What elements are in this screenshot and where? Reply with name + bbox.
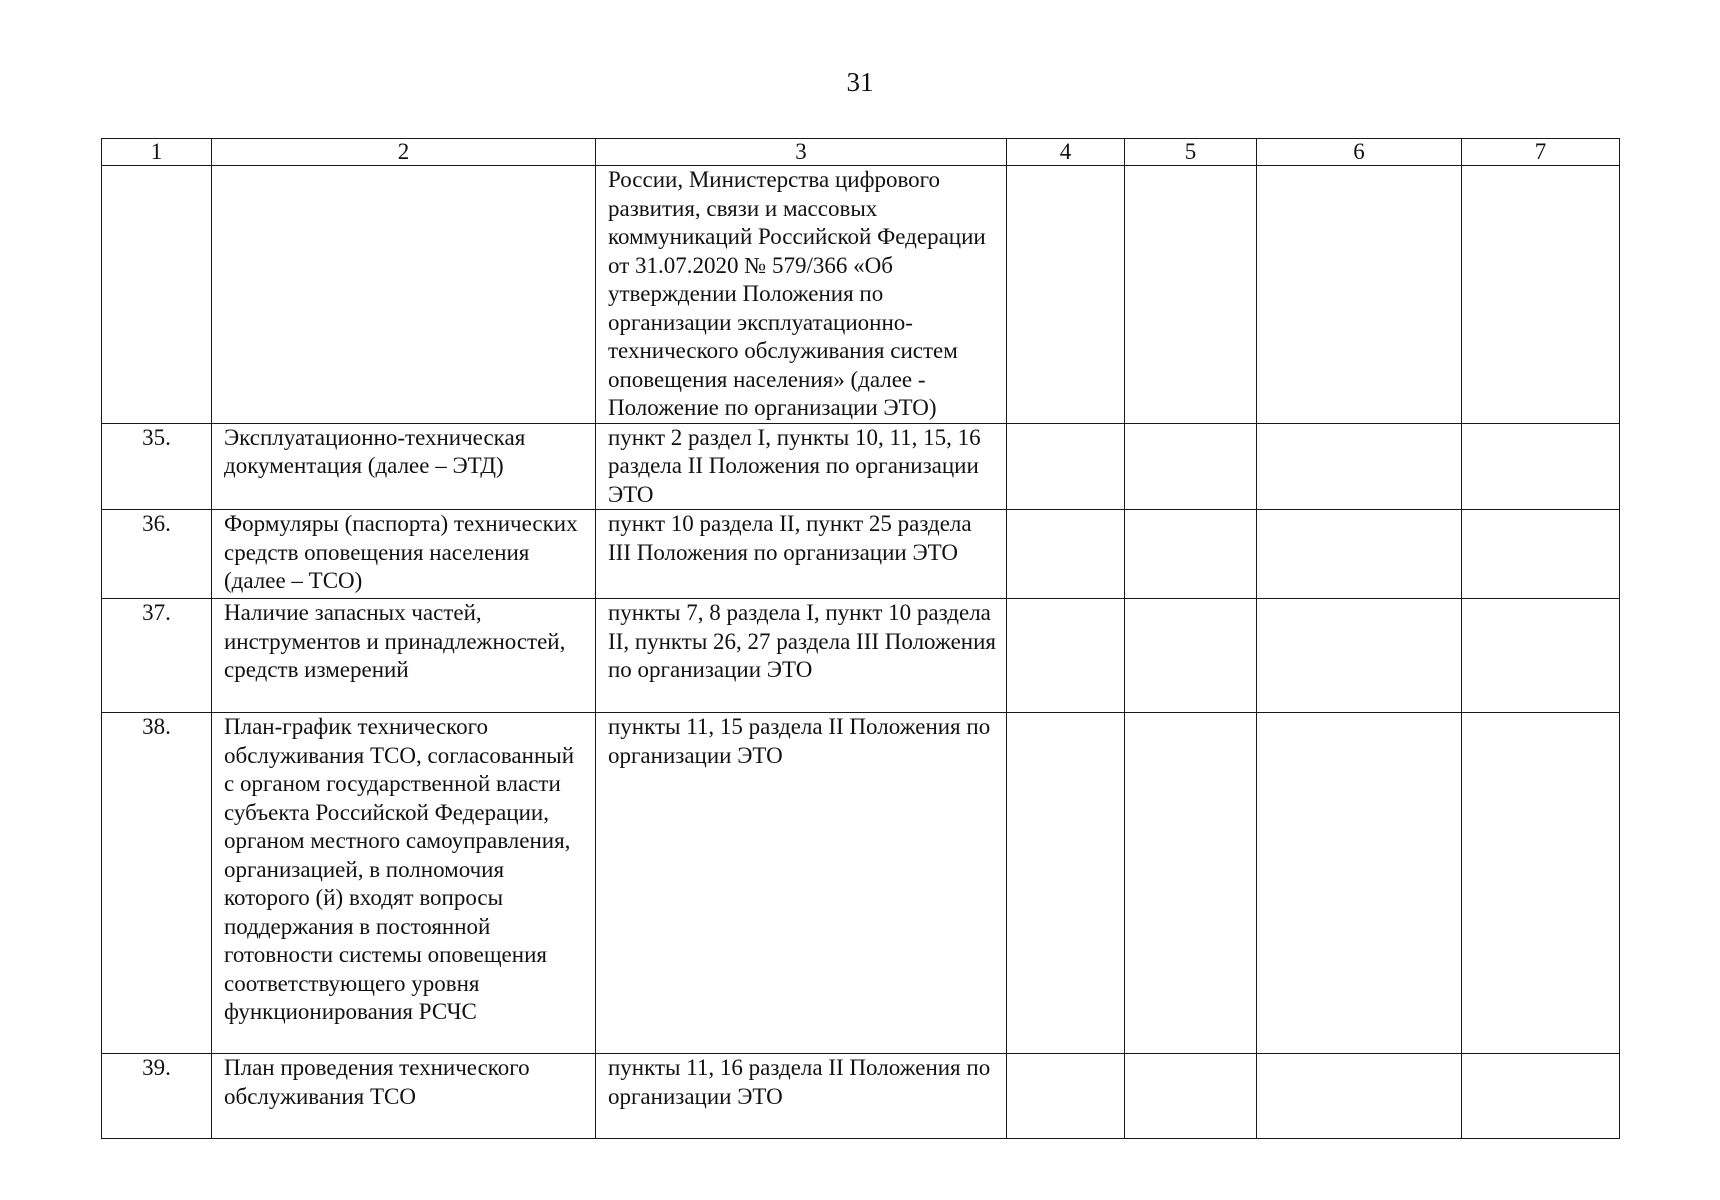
empty-cell xyxy=(1007,1054,1125,1139)
row-number: 35. xyxy=(102,423,212,510)
column-header-1: 1 xyxy=(102,139,212,166)
page-number: 31 xyxy=(846,67,874,97)
basis-cell: пункты 7, 8 раздела I, пункт 10 раздела II, пункты 26, 27 раздела III Положения по организации ЭТО xyxy=(596,599,1007,713)
empty-cell xyxy=(1125,713,1257,1054)
empty-cell xyxy=(1125,1054,1257,1139)
table-row xyxy=(102,1054,1620,1139)
column-header-3: 3 xyxy=(596,139,1007,166)
column-header-4: 4 xyxy=(1007,139,1125,166)
empty-cell xyxy=(1257,166,1462,424)
empty-cell xyxy=(1125,599,1257,713)
empty-cell xyxy=(1462,423,1620,510)
item-cell: Эксплуатационно-техническая документация (далее – ЭТД) xyxy=(212,423,596,510)
basis-cell: пункты 11, 16 раздела II Положения по организации ЭТО xyxy=(596,1054,1007,1139)
empty-cell xyxy=(1462,1054,1620,1139)
column-header-5: 5 xyxy=(1125,139,1257,166)
row-number: 39. xyxy=(102,1054,212,1139)
empty-cell xyxy=(1257,1054,1462,1139)
item-cell: Наличие запасных частей, инструментов и принадлежностей, средств измерений xyxy=(212,599,596,713)
item-cell xyxy=(212,166,596,424)
row-number xyxy=(102,166,212,424)
table-row xyxy=(102,713,1620,1054)
header-row xyxy=(102,139,1620,166)
item-cell: План-график технического обслуживания ТСО, согласованный с органом государственной власти субъекта Российской Федерации, органом местного самоуправления, организацией, в полномочия которого (й) входят вопросы поддержания в постоянной готовности системы оповещения соответствующего уровня функционирования РСЧС xyxy=(212,713,596,1054)
table-row xyxy=(102,599,1620,713)
empty-cell xyxy=(1125,166,1257,424)
column-header-2: 2 xyxy=(212,139,596,166)
row-number: 38. xyxy=(102,713,212,1054)
basis-cell: пункты 11, 15 раздела II Положения по организации ЭТО xyxy=(596,713,1007,1054)
empty-cell xyxy=(1257,713,1462,1054)
empty-cell xyxy=(1007,713,1125,1054)
empty-cell xyxy=(1125,510,1257,599)
basis-cell: пункт 10 раздела II, пункт 25 раздела III Положения по организации ЭТО xyxy=(596,510,1007,599)
empty-cell xyxy=(1462,166,1620,424)
empty-cell xyxy=(1462,713,1620,1054)
empty-cell xyxy=(1007,423,1125,510)
basis-cell: России, Министерства цифрового развития, связи и массовых коммуникаций Российской Федерации от 31.07.2020 № 579/366 «Об утверждении Положения по организации эксплуатационно-технического обслуживания систем оповещения населения» (далее - Положение по организации ЭТО) xyxy=(596,166,1007,424)
table-row xyxy=(102,510,1620,599)
empty-cell xyxy=(1257,510,1462,599)
item-cell: План проведения технического обслуживания ТСО xyxy=(212,1054,596,1139)
basis-cell: пункт 2 раздел I, пункты 10, 11, 15, 16 раздела II Положения по организации ЭТО xyxy=(596,423,1007,510)
column-header-6: 6 xyxy=(1257,139,1462,166)
table-row xyxy=(102,166,1620,424)
empty-cell xyxy=(1462,599,1620,713)
empty-cell xyxy=(1257,599,1462,713)
empty-cell xyxy=(1125,423,1257,510)
row-number: 37. xyxy=(102,599,212,713)
checklist-table xyxy=(101,138,1620,1139)
row-number: 36. xyxy=(102,510,212,599)
column-header-7: 7 xyxy=(1462,139,1620,166)
item-cell: Формуляры (паспорта) технических средств оповещения населения (далее – ТСО) xyxy=(212,510,596,599)
empty-cell xyxy=(1007,166,1125,424)
empty-cell xyxy=(1007,599,1125,713)
table-row xyxy=(102,423,1620,510)
empty-cell xyxy=(1462,510,1620,599)
empty-cell xyxy=(1257,423,1462,510)
empty-cell xyxy=(1007,510,1125,599)
